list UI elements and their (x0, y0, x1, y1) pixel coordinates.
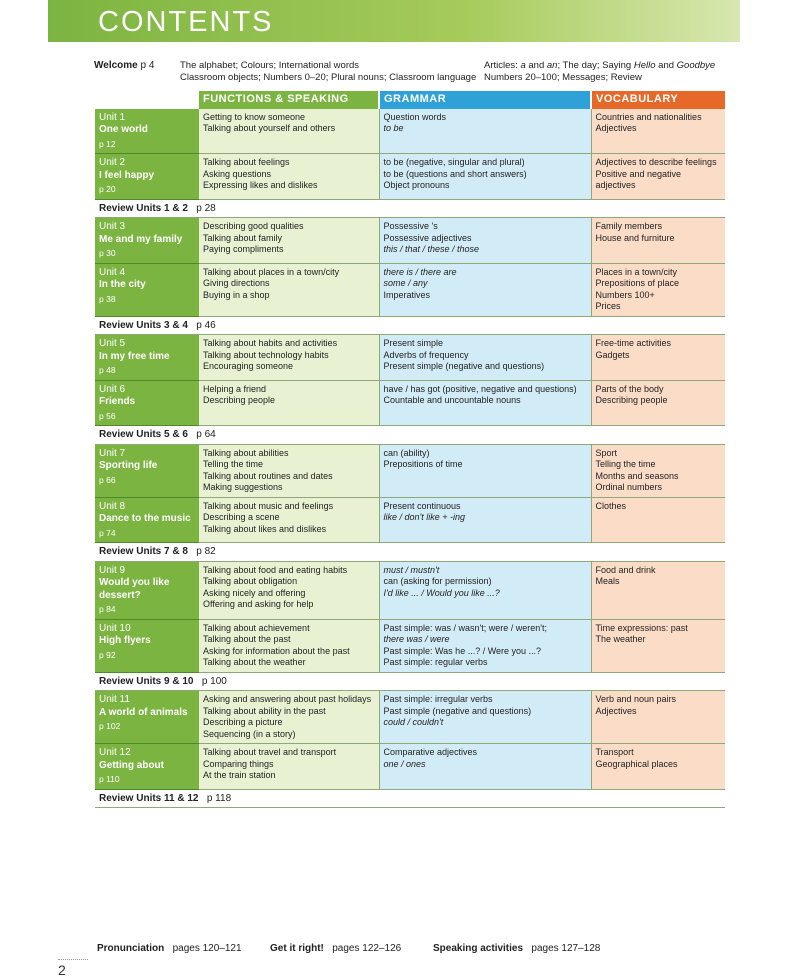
speaking-activities-ref (433, 943, 600, 954)
grammar-cell-line: Past simple: was / wasn't; were / weren't; (383, 622, 547, 633)
functions-cell-line: At the train station (203, 770, 276, 780)
grammar-cell (379, 263, 591, 316)
grammar-cell (379, 380, 591, 426)
functions-cell (199, 619, 379, 672)
functions-cell-line: Talking about family (203, 232, 283, 243)
grammar-cell-line: Adverbs of frequency (383, 349, 469, 360)
unit-title: Friends (99, 396, 136, 407)
review-label: Review Units 11 & 12 (99, 792, 199, 804)
functions-cell-line: Talking about technology habits (203, 349, 329, 360)
functions-cell (199, 691, 379, 744)
vocabulary-cell (591, 561, 725, 619)
vocabulary-cell (591, 444, 725, 497)
vocabulary-cell-line: Places in a town/city (595, 266, 678, 277)
functions-cell-line: Asking nicely and offering (203, 587, 306, 598)
review-page: p 64 (196, 429, 216, 440)
vocabulary-cell-line: adjectives (595, 180, 636, 190)
welcome-text: Articles: (484, 60, 521, 71)
functions-cell-line: Talking about ability in the past (203, 705, 326, 716)
vocabulary-cell-line: Transport (595, 747, 634, 757)
grammar-cell-line: some / any (383, 278, 428, 288)
functions-cell-line: Talking about food and eating habits (203, 564, 348, 575)
vocabulary-cell (591, 154, 725, 200)
welcome-text: a (520, 60, 526, 71)
page-number: 2 (58, 962, 66, 978)
functions-cell-line: Sequencing (in a story) (203, 728, 296, 739)
unit-label: Unit 4 (99, 266, 126, 278)
vocabulary-cell-line: Telling the time (595, 459, 656, 469)
review-cell (95, 789, 725, 808)
unit-title: Getting about (99, 759, 164, 771)
vocabulary-cell-line: House and furniture (595, 232, 675, 243)
contents-table (95, 91, 725, 808)
welcome-text: and (525, 60, 547, 71)
unit-cell (95, 561, 199, 619)
review-label: Review Units 9 & 10 (99, 675, 194, 687)
unit-title: Me and my family (99, 233, 183, 245)
grammar-cell-line: have / has got (positive, negative and questions) (383, 383, 577, 394)
unit-page: p 12 (99, 138, 116, 149)
review-label: Review Units 5 & 6 (99, 429, 188, 440)
functions-cell (199, 154, 379, 200)
vocabulary-cell-line: Verb and noun pairs (595, 694, 677, 704)
unit-row (95, 691, 725, 744)
unit-label: Unit 7 (99, 447, 126, 459)
grammar-cell-line: Present simple (383, 338, 444, 348)
grammar-cell-line: I'd like ... / Would you like ...? (383, 587, 500, 598)
vocabulary-cell-line: Parts of the body (595, 383, 664, 394)
functions-cell-line: Talking about yourself and others (203, 123, 336, 133)
vocabulary-cell (591, 263, 725, 316)
review-label: Review Units 3 & 4 (99, 319, 188, 331)
functions-cell (199, 444, 379, 497)
welcome-topics (180, 60, 480, 84)
grammar-cell-line: Present continuous (383, 500, 461, 511)
functions-cell-line: Comparing things (203, 758, 274, 769)
table-header-row (95, 91, 725, 109)
unit-title: One world (99, 124, 148, 135)
grammar-cell-line: can (asking for permission) (383, 576, 492, 586)
unit-cell (95, 444, 199, 497)
vocabulary-cell-line: Meals (595, 576, 620, 586)
welcome-title: Welcome (94, 60, 138, 71)
grammar-cell (379, 619, 591, 672)
vocabulary-cell-line: Clothes (595, 500, 627, 511)
vocabulary-cell (591, 497, 725, 543)
functions-cell-line: Talking about likes and dislikes (203, 523, 327, 534)
grammar-cell-line: Past simple: irregular verbs (383, 694, 493, 704)
unit-page: p 38 (99, 293, 116, 304)
functions-cell-line: Telling the time (203, 459, 264, 469)
grammar-cell-line: like / don't like + -ing (383, 512, 466, 522)
vocabulary-cell-line: Time expressions: past (595, 622, 688, 633)
unit-page: p 30 (99, 248, 116, 258)
functions-cell (199, 109, 379, 154)
unit-cell (95, 744, 199, 790)
grammar-cell-line: Past simple: regular verbs (383, 657, 488, 667)
functions-cell-line: Describing people (203, 395, 276, 405)
vocabulary-cell-line: Numbers 100+ (595, 289, 655, 300)
unit-row (95, 154, 725, 200)
review-row (95, 426, 725, 445)
functions-cell-line: Helping a friend (203, 383, 267, 394)
unit-row (95, 444, 725, 497)
functions-cell-line: Getting to know someone (203, 111, 306, 122)
vocabulary-cell (591, 109, 725, 154)
grammar-cell-line: this / that / these / those (383, 244, 480, 254)
unit-page: p 74 (99, 527, 116, 538)
unit-cell (95, 109, 199, 154)
review-page: p 82 (196, 546, 216, 557)
grammar-cell-line: to be (negative, singular and plural) (383, 157, 525, 167)
grammar-cell-line: Countable and uncountable nouns (383, 395, 521, 405)
grammar-cell-line: to be (383, 123, 404, 133)
unit-label: Unit 3 (99, 221, 126, 232)
vocabulary-cell (591, 619, 725, 672)
unit-label: Unit 6 (99, 383, 126, 395)
unit-row (95, 263, 725, 316)
review-label: Review Units 7 & 8 (99, 546, 188, 557)
vocabulary-cell-line: The weather (595, 634, 646, 644)
functions-cell-line: Describing good qualities (203, 221, 304, 231)
review-row (95, 789, 725, 808)
unit-page: p 48 (99, 365, 116, 375)
review-cell (95, 672, 725, 691)
grammar-cell (379, 218, 591, 264)
unit-title: In the city (99, 279, 146, 290)
functions-cell-line: Giving directions (203, 278, 270, 288)
vocabulary-cell (591, 691, 725, 744)
functions-cell-line: Asking questions (203, 168, 272, 179)
grammar-cell (379, 109, 591, 154)
vocabulary-cell-line: Adjectives (595, 705, 637, 716)
vocabulary-cell (591, 380, 725, 426)
vocabulary-cell-line: Adjectives to describe feelings (595, 157, 717, 167)
unit-cell (95, 691, 199, 744)
review-row (95, 316, 725, 335)
unit-page: p 66 (99, 474, 116, 485)
vocabulary-cell-line: Free-time activities (595, 338, 672, 348)
vocabulary-cell-line: Months and seasons (595, 470, 679, 481)
unit-row (95, 744, 725, 790)
unit-label: Unit 2 (99, 157, 126, 168)
functions-cell-line: Making suggestions (203, 482, 283, 492)
vocabulary-cell (591, 218, 725, 264)
grammar-cell (379, 444, 591, 497)
review-page: p 28 (196, 202, 216, 214)
vocabulary-cell-line: Prepositions of place (595, 278, 680, 288)
grammar-cell-line: Object pronouns (383, 180, 450, 190)
grammar-cell-line: to be (questions and short answers) (383, 168, 527, 179)
vocabulary-cell-line: Describing people (595, 395, 668, 405)
unit-cell (95, 154, 199, 200)
grammar-cell-line: can (ability) (383, 447, 430, 458)
unit-row (95, 335, 725, 381)
grammar-cell-line: there was / were (383, 634, 450, 644)
unit-cell (95, 619, 199, 672)
functions-cell (199, 335, 379, 381)
review-row (95, 543, 725, 562)
functions-cell (199, 497, 379, 543)
functions-cell-line: Talking about music and feelings (203, 500, 334, 511)
functions-cell (199, 380, 379, 426)
unit-row (95, 218, 725, 264)
welcome-text: ; The day; Saying (557, 60, 634, 71)
welcome-text: an (546, 60, 558, 71)
unit-cell (95, 497, 199, 543)
unit-row (95, 619, 725, 672)
speaking-activities-pages: pages 127–128 (531, 943, 601, 954)
review-page: p 46 (196, 319, 216, 331)
header-band (48, 0, 740, 42)
unit-title: Dance to the music (99, 513, 191, 524)
welcome-page: p 4 (140, 60, 155, 71)
grammar-cell (379, 561, 591, 619)
review-cell (95, 316, 725, 335)
functions-cell-line: Asking and answering about past holidays (203, 694, 372, 704)
grammar-cell-line: Possessive 's (383, 221, 438, 231)
grammar-cell (379, 744, 591, 790)
functions-cell (199, 561, 379, 619)
welcome-topics-right (484, 60, 744, 84)
vocabulary-cell (591, 744, 725, 790)
functions-column-header: FUNCTIONS & SPEAKING (199, 91, 379, 109)
review-cell (95, 426, 725, 445)
grammar-cell-line: Prepositions of time (383, 459, 463, 469)
welcome-topics-line (484, 60, 744, 72)
grammar-cell-line: must / mustn't (383, 564, 440, 575)
grammar-cell-line: Imperatives (383, 289, 431, 300)
grammar-cell (379, 154, 591, 200)
unit-row (95, 380, 725, 426)
functions-cell (199, 263, 379, 316)
vocabulary-cell-line: Food and drink (595, 564, 656, 575)
functions-cell-line: Expressing likes and dislikes (203, 180, 318, 190)
welcome-label (94, 60, 154, 72)
unit-label: Unit 10 (99, 622, 131, 634)
vocabulary-cell-line: Geographical places (595, 758, 678, 769)
vocabulary-cell-line: Sport (595, 447, 618, 458)
unit-row (95, 497, 725, 543)
functions-cell-line: Talking about obligation (203, 576, 298, 586)
vocabulary-cell (591, 335, 725, 381)
functions-cell-line: Offering and asking for help (203, 599, 314, 609)
functions-cell-line: Paying compliments (203, 244, 284, 254)
grammar-cell-line: one / ones (383, 758, 426, 769)
functions-cell-line: Talking about habits and activities (203, 338, 338, 348)
functions-cell-line: Describing a picture (203, 717, 283, 727)
review-cell (95, 199, 725, 218)
unit-label: Unit 5 (99, 338, 126, 349)
unit-page: p 20 (99, 184, 116, 194)
functions-cell-line: Talking about travel and transport (203, 747, 337, 757)
welcome-topics-line: Numbers 20–100; Messages; Review (484, 72, 642, 83)
get-it-right-pages: pages 122–126 (332, 943, 402, 954)
grammar-cell-line: Past simple: Was he ...? / Were you ...? (383, 645, 542, 656)
grammar-cell-line: Comparative adjectives (383, 747, 478, 757)
unit-page: p 84 (99, 604, 116, 614)
grammar-cell-line: Question words (383, 111, 447, 122)
unit-cell (95, 380, 199, 426)
unit-title: A world of animals (99, 706, 188, 718)
vocabulary-cell-line: Positive and negative (595, 168, 682, 179)
functions-cell-line: Encouraging someone (203, 361, 294, 371)
functions-cell-line: Talking about abilities (203, 447, 289, 458)
grammar-cell-line: there is / there are (383, 266, 457, 277)
vocabulary-cell-line: Adjectives (595, 123, 637, 133)
unit-title: I feel happy (99, 169, 155, 181)
grammar-column-header: GRAMMAR (379, 91, 591, 109)
review-cell (95, 543, 725, 562)
unit-cell (95, 218, 199, 264)
unit-label: Unit 9 (99, 564, 126, 576)
unit-page: p 110 (99, 774, 120, 784)
functions-cell-line: Talking about achievement (203, 622, 310, 633)
speaking-activities-label: Speaking activities (433, 943, 524, 954)
unit-label: Unit 1 (99, 111, 126, 123)
get-it-right-label: Get it right! (270, 943, 324, 954)
vocabulary-cell-line: Gadgets (595, 349, 630, 360)
unit-cell (95, 263, 199, 316)
review-page: p 118 (206, 792, 232, 804)
grammar-cell (379, 691, 591, 744)
get-it-right-ref (270, 943, 401, 954)
functions-cell-line: Talking about the past (203, 634, 291, 644)
functions-cell-line: Talking about the weather (203, 657, 306, 667)
pronunciation-pages: pages 120–121 (172, 943, 242, 954)
page-number-rule (58, 959, 88, 960)
unit-label: Unit 8 (99, 500, 126, 512)
grammar-cell (379, 497, 591, 543)
functions-cell-line: Buying in a shop (203, 289, 270, 300)
unit-row (95, 561, 725, 619)
unit-row (95, 109, 725, 154)
functions-cell (199, 218, 379, 264)
functions-cell-line: Talking about routines and dates (203, 470, 333, 481)
functions-cell-line: Talking about feelings (203, 157, 290, 167)
welcome-topics-line: The alphabet; Colours; International words (180, 60, 360, 71)
unit-column-header (95, 91, 199, 109)
functions-cell (199, 744, 379, 790)
vocabulary-cell-line: Family members (595, 221, 663, 231)
review-page: p 100 (201, 675, 227, 687)
pronunciation-ref (97, 943, 242, 954)
vocabulary-cell-line: Prices (595, 301, 621, 311)
grammar-cell-line: Possessive adjectives (383, 232, 472, 243)
pronunciation-label: Pronunciation (97, 943, 165, 954)
grammar-cell-line: could / couldn't (383, 717, 444, 727)
vocabulary-column-header: VOCABULARY (591, 91, 725, 109)
unit-label: Unit 11 (99, 694, 130, 705)
review-row (95, 199, 725, 218)
vocabulary-cell-line: Countries and nationalities (595, 111, 702, 122)
unit-title: In my free time (99, 350, 170, 362)
page-title: CONTENTS (98, 6, 274, 38)
welcome-text: and (655, 60, 677, 71)
contents-table-body (95, 109, 725, 808)
unit-title: High flyers (99, 635, 151, 646)
review-row (95, 672, 725, 691)
functions-cell-line: Talking about places in a town/city (203, 266, 340, 277)
unit-page: p 102 (99, 721, 121, 731)
vocabulary-cell-line: Ordinal numbers (595, 482, 663, 492)
unit-cell (95, 335, 199, 381)
welcome-row (48, 58, 740, 88)
welcome-text: Hello (633, 60, 656, 71)
unit-label: Unit 12 (99, 747, 131, 758)
functions-cell-line: Asking for information about the past (203, 645, 350, 656)
grammar-cell-line: Past simple (negative and questions) (383, 705, 532, 716)
welcome-text: Goodbye (676, 60, 716, 71)
grammar-cell-line: Present simple (negative and questions) (383, 361, 545, 371)
unit-title: Would you like dessert? (99, 577, 170, 601)
grammar-cell (379, 335, 591, 381)
welcome-topics-line: Classroom objects; Numbers 0–20; Plural nouns; Classroom language (180, 72, 477, 83)
unit-page: p 56 (99, 410, 116, 421)
unit-page: p 92 (99, 649, 116, 660)
functions-cell-line: Describing a scene (203, 512, 280, 522)
unit-title: Sporting life (99, 460, 158, 471)
review-label: Review Units 1 & 2 (99, 202, 188, 214)
